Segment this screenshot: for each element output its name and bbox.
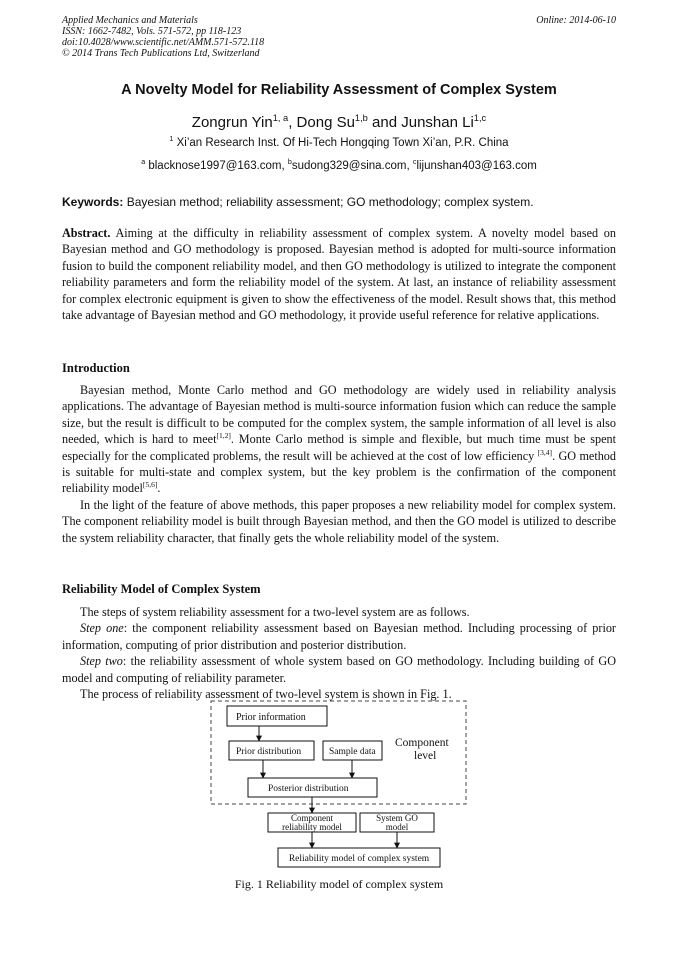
final-model-label: Reliability model of complex system [288, 854, 430, 864]
step-label: Step two [80, 654, 123, 669]
email-mark: a [141, 158, 146, 167]
citation[interactable]: [1,2] [216, 431, 231, 441]
email-separator: , [406, 160, 413, 172]
author-separator: , [288, 114, 297, 131]
prior-distribution-box [229, 741, 314, 760]
issn-line: ISSN: 1662-7482, Vols. 571-572, pp 118-123 [62, 26, 242, 37]
keywords-text: Bayesian method; reliability assessment; GO methodology; complex system. [126, 195, 534, 209]
introduction-heading: Introduction [62, 361, 130, 375]
author-list [0, 114, 678, 131]
introduction-paragraph-1 [62, 382, 616, 497]
posterior-distribution-box [248, 778, 377, 797]
section-body [62, 604, 616, 702]
journal-name: Applied Mechanics and Materials [62, 15, 198, 26]
email-mark: b [287, 158, 292, 167]
component-level-region [211, 701, 466, 804]
email-link[interactable]: lijunshan403@163.com [416, 160, 537, 172]
paragraph-text: Bayesian method, Monte Carlo method and GO methodology are widely used in reliability analysis applications. The advantage of Bayesian method is multi-source information fusion which can reduce the sample size, but the result is difficult to be computed for the complex system, the sample information of all level is also needed, which is hard to meet [62, 383, 616, 447]
doi-line: doi:10.4028/www.scientific.net/AMM.571-572.118 [62, 37, 265, 48]
prior-information-box [227, 706, 327, 726]
affiliation-text: Xi’an Research Inst. Of Hi-Tech Hongqing Town Xi’an, P.R. China [176, 137, 509, 149]
online-date: Online: 2014-06-10 [536, 15, 616, 26]
component-level-label: Component [395, 737, 449, 749]
system-go-model-box [360, 813, 434, 832]
keywords-label: Keywords: [62, 195, 124, 209]
author-name: Dong Su [296, 114, 355, 131]
author-separator: and [367, 114, 402, 131]
component-reliability-model-label: Component [291, 813, 333, 823]
paragraph-text: . GO method is suitable for multi-state and complex system, but the key problem is the confirmation of the component reliability model [62, 448, 616, 496]
paragraph-text: . Monte Carlo method is simple and flexible, but much time must be spent especially for the complicated problems, the result will be achieved at the cost of low efficiency [62, 432, 616, 463]
system-go-model-label: model [385, 822, 409, 832]
step-two [62, 653, 616, 686]
author-affiliation-mark: 1,b [354, 113, 368, 123]
author-affiliation-mark: 1, a [272, 113, 289, 123]
citation[interactable]: [5,6] [142, 480, 158, 490]
email-link[interactable]: blacknose1997@163.com [148, 160, 282, 172]
step-text: : the component reliability assessment based on Bayesian method. Including processing of prior information, computing of prior distribution and posterior distribution. [62, 621, 616, 652]
sample-data-label: Sample data [329, 747, 376, 757]
keywords [62, 195, 616, 209]
figure-reference: The process of reliability assessment of two-level system is shown in Fig. 1. [80, 687, 452, 702]
step-text: : the reliability assessment of whole system based on GO methodology. Including building of GO model and computing of reliability parameter. [62, 654, 617, 685]
final-model-box [278, 848, 440, 867]
component-reliability-model-label: reliability model [282, 822, 342, 832]
author-name: Zongrun Yin [191, 114, 273, 131]
abstract-text: Aiming at the difficulty in reliability assessment of complex system. A novelty model based on Bayesian method and GO methodology is proposed. Bayesian method is adopted for multi-source information fusion to build the component reliability model, and then GO methodology is utilized to integrate the component reliability parameters and form the reliability model of the system. At last, an instance of reliability assessment for complex electronic equipment is given to show the effectiveness of the model. Result shows that, this method take advantage of Bayesian method and GO methodology, it provide useful reference for relative applications. [62, 226, 616, 323]
sample-data-box [323, 741, 382, 760]
copyright-line: © 2014 Trans Tech Publications Ltd, Switzerland [62, 48, 260, 59]
step-label: Step one [80, 621, 124, 636]
paper-title: A Novelty Model for Reliability Assessment of Complex System [121, 82, 557, 98]
email-separator: , [281, 160, 288, 172]
prior-information-label: Prior information [236, 712, 306, 723]
component-reliability-model-box [268, 813, 356, 832]
author-name: Junshan Li [401, 114, 474, 131]
figure-caption: Fig. 1 Reliability model of complex system [234, 877, 444, 891]
affiliation [0, 137, 678, 149]
paragraph-text: . [157, 481, 161, 496]
email-mark: c [412, 158, 417, 167]
steps-intro: The steps of system reliability assessment for a two-level system are as follows. [80, 605, 470, 619]
section-heading: Reliability Model of Complex System [62, 582, 261, 596]
affiliation-mark: 1 [169, 135, 174, 144]
component-level-label: level [414, 750, 437, 762]
step-one [62, 620, 616, 653]
introduction-paragraph-2: In the light of the feature of above methods, this paper proposes a new reliability model for complex system. The component reliability model is built through Bayesian method, and then the GO model is utilized to describe the system reliability character, that finally gets the whole reliability model of the system. [62, 498, 616, 545]
citation[interactable]: [3,4] [537, 447, 553, 457]
prior-distribution-label: Prior distribution [236, 747, 302, 757]
journal-header [62, 15, 616, 59]
author-affiliation-mark: 1,c [473, 113, 487, 123]
abstract [62, 225, 616, 323]
abstract-label: Abstract. [62, 226, 111, 240]
email-link[interactable]: sudong329@sina.com [291, 160, 407, 172]
system-go-model-label: System GO [376, 813, 418, 823]
posterior-distribution-label: Posterior distribution [268, 784, 349, 794]
email-list [0, 160, 678, 172]
